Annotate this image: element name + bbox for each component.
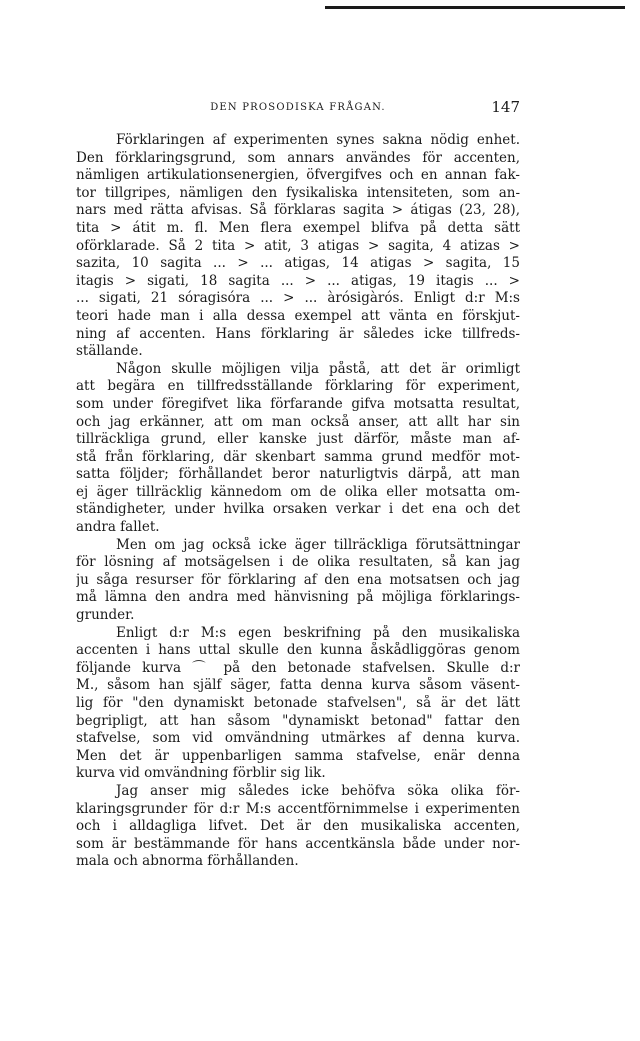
text-line: följande kurva ⌒ på den betonade stafvelsen. Skulle d:r [76, 659, 520, 676]
text-line: tillräckliga grund, eller kanske just därför, måste man af- [76, 431, 520, 448]
text-line: för lösning af motsägelsen i de olika resultaten, så kan jag [76, 554, 520, 571]
text-line: Förklaringen af experimenten synes sakna nödig enhet. [116, 132, 520, 148]
text-line: oförklarade. Så 2 tita > atit, 3 atigas > sagita, 4 atizas > [76, 237, 520, 254]
text-line: satta följder; förhållandet beror naturligtvis därpå, att man [76, 466, 520, 483]
running-head: DEN PROSODISKA FRÅGAN. [210, 102, 386, 113]
text-line: tor tillgripes, nämligen den fysikaliska intensiteten, som an- [76, 184, 520, 201]
text-line: Enligt d:r M:s egen beskrifning på den musikaliska [116, 624, 520, 641]
text-line: Någon skulle möjligen vilja påstå, att det är orimligt [116, 360, 520, 377]
text-line: klaringsgrunder för d:r M:s accentförnimmelse i experimenten [76, 800, 520, 817]
text-line: ... sigati, 21 sóragisóra ... > ... àrósigàrós. Enligt d:r M:s [76, 290, 520, 307]
text-line: sazita, 10 sagita ... > ... atigas, 14 atigas > sagita, 15 [76, 255, 520, 272]
top-rule [325, 6, 625, 9]
text-line: begripligt, att han såsom "dynamiskt betonad" fattar den [76, 712, 520, 729]
text-line: ställande. [76, 343, 143, 360]
text-line: tita > átit m. fl. Men flera exempel blifva på detta sätt [76, 219, 520, 236]
text-line: stå från förklaring, där skenbart samma grund medför mot- [76, 448, 520, 465]
text-line: M., såsom han själf säger, fatta denna kurva såsom väsent- [76, 677, 520, 694]
text-line: nämligen artikulationsenergien, öfvergifves och en annan fak- [76, 167, 520, 184]
text-line: må lämna den andra med hänvisning på möjliga förklarings- [76, 589, 520, 606]
text-line: Men det är uppenbarligen samma stafvelse, enär denna [76, 747, 520, 764]
page-number: 147 [491, 98, 520, 116]
text-line: som är bestämmande för hans accentkänsla både under nor- [76, 835, 520, 852]
text-line: itagis > sigati, 18 sagita ... > ... atigas, 19 itagis ... > [76, 272, 520, 289]
text-line: Men om jag också icke äger tillräckliga förutsättningar [116, 536, 520, 553]
text-line: lig för "den dynamiskt betonade stafvelsen", så är det lätt [76, 695, 520, 711]
text-line: och i alldagliga lifvet. Det är den musikaliska accenten, [76, 818, 520, 835]
text-line: och jag erkänner, att om man också anser, att allt har sin [76, 413, 520, 430]
text-line: kurva vid omvändning förblir sig lik. [76, 765, 326, 782]
text-line: ning af accenten. Hans förklaring är således icke tillfreds- [76, 325, 520, 342]
text-line: ej äger tillräcklig kännedom om de olika eller motsatta om- [76, 483, 520, 500]
text-line: att begära en tillfredsställande förklaring för experiment, [76, 378, 520, 395]
text-line: Den förklaringsgrund, som annars användes för accenten, [76, 149, 520, 166]
text-line: mala och abnorma förhållanden. [76, 853, 299, 870]
text-line: som under föregifvet lika förfarande gifva motsatta resultat, [76, 395, 520, 412]
text-line: accenten i hans uttal skulle den kunna åskådliggöras genom [76, 642, 520, 659]
text-line: nars med rätta afvisas. Så förklaras sagita > átigas (23, 28), [76, 202, 520, 219]
text-line: ständigheter, under hvilka orsaken verkar i det ena och det [76, 501, 520, 518]
text-line: Jag anser mig således icke behöfva söka olika för- [116, 782, 520, 799]
text-line: grunder. [76, 607, 135, 624]
page-header [76, 98, 520, 120]
text-line: teori hade man i alla dessa exempel att vänta en förskjut- [76, 307, 520, 324]
text-line: andra fallet. [76, 519, 160, 536]
text-line: stafvelse, som vid omvändning utmärkes af denna kurva. [76, 730, 520, 747]
text-line: ju såga resurser för förklaring af den ena motsatsen och jag [76, 571, 520, 588]
page-body [76, 132, 520, 871]
